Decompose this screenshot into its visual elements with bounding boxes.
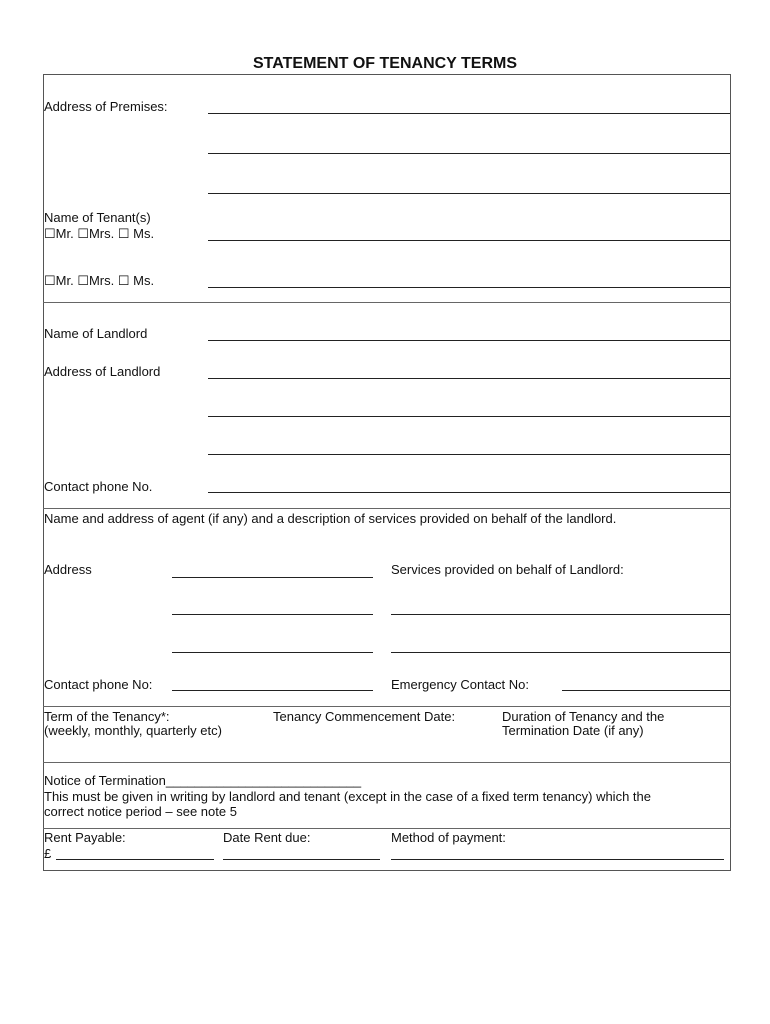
notice-label xyxy=(44,773,361,788)
landlord-address-field-2[interactable] xyxy=(208,416,730,417)
term-hint: (weekly, monthly, quarterly etc) xyxy=(44,723,222,738)
notice-text-line-2: correct notice period – see note 5 xyxy=(44,804,237,819)
commencement-date-label: Tenancy Commencement Date: xyxy=(273,709,456,724)
section-divider xyxy=(43,706,731,707)
agent-emergency-label: Emergency Contact No: xyxy=(391,677,530,692)
section-divider xyxy=(43,828,731,829)
notice-label-text: Notice of Termination xyxy=(44,773,166,788)
landlord-name-field[interactable] xyxy=(208,340,730,341)
agent-address-field-3[interactable] xyxy=(172,652,373,653)
premises-address-field-2[interactable] xyxy=(208,153,730,154)
term-label: Term of the Tenancy*: xyxy=(44,709,170,724)
agent-heading: Name and address of agent (if any) and a description of services provided on behalf of the landlord. xyxy=(44,511,617,526)
rent-payable-label: Rent Payable: xyxy=(44,830,126,845)
agent-address-label: Address xyxy=(44,562,92,577)
payment-method-label: Method of payment: xyxy=(391,830,506,845)
agent-services-field-2[interactable] xyxy=(391,652,730,653)
rent-date-field[interactable] xyxy=(223,859,380,860)
agent-emergency-field[interactable] xyxy=(562,690,730,691)
premises-address-field-3[interactable] xyxy=(208,193,730,194)
agent-services-label: Services provided on behalf of Landlord: xyxy=(391,562,624,577)
landlord-address-field-1[interactable] xyxy=(208,378,730,379)
agent-phone-field[interactable] xyxy=(172,690,373,691)
tenant-name-field-1[interactable] xyxy=(208,240,730,241)
tenant-name-label: Name of Tenant(s) xyxy=(44,210,151,225)
rent-currency-symbol: £ xyxy=(44,846,52,861)
tenant-title-options-2[interactable]: ☐Mr. ☐Mrs. ☐ Ms. xyxy=(44,273,155,288)
page-title: STATEMENT OF TENANCY TERMS xyxy=(253,55,517,72)
landlord-phone-label: Contact phone No. xyxy=(44,479,153,494)
landlord-address-label: Address of Landlord xyxy=(44,364,161,379)
section-divider xyxy=(43,762,731,763)
agent-address-field-1[interactable] xyxy=(172,577,373,578)
premises-address-field-1[interactable] xyxy=(208,113,730,114)
landlord-phone-field[interactable] xyxy=(208,492,730,493)
section-divider xyxy=(43,508,731,509)
payment-method-field[interactable] xyxy=(391,859,724,860)
agent-services-field-1[interactable] xyxy=(391,614,730,615)
notice-blank-field[interactable]: ___________________________ xyxy=(165,773,362,788)
rent-date-label: Date Rent due: xyxy=(223,830,311,845)
premises-label: Address of Premises: xyxy=(44,99,168,114)
section-divider xyxy=(43,302,731,303)
duration-label: Duration of Tenancy and the xyxy=(502,709,665,724)
rent-payable-field[interactable] xyxy=(56,859,214,860)
termination-date-label: Termination Date (if any) xyxy=(502,723,644,738)
landlord-address-field-3[interactable] xyxy=(208,454,730,455)
landlord-name-label: Name of Landlord xyxy=(44,326,148,341)
agent-phone-label: Contact phone No: xyxy=(44,677,153,692)
tenant-name-field-2[interactable] xyxy=(208,287,730,288)
notice-text-line-1: This must be given in writing by landlord and tenant (except in the case of a fixed term tenancy) which the xyxy=(44,789,651,804)
agent-address-field-2[interactable] xyxy=(172,614,373,615)
tenant-title-options-1[interactable]: ☐Mr. ☐Mrs. ☐ Ms. xyxy=(44,226,155,241)
